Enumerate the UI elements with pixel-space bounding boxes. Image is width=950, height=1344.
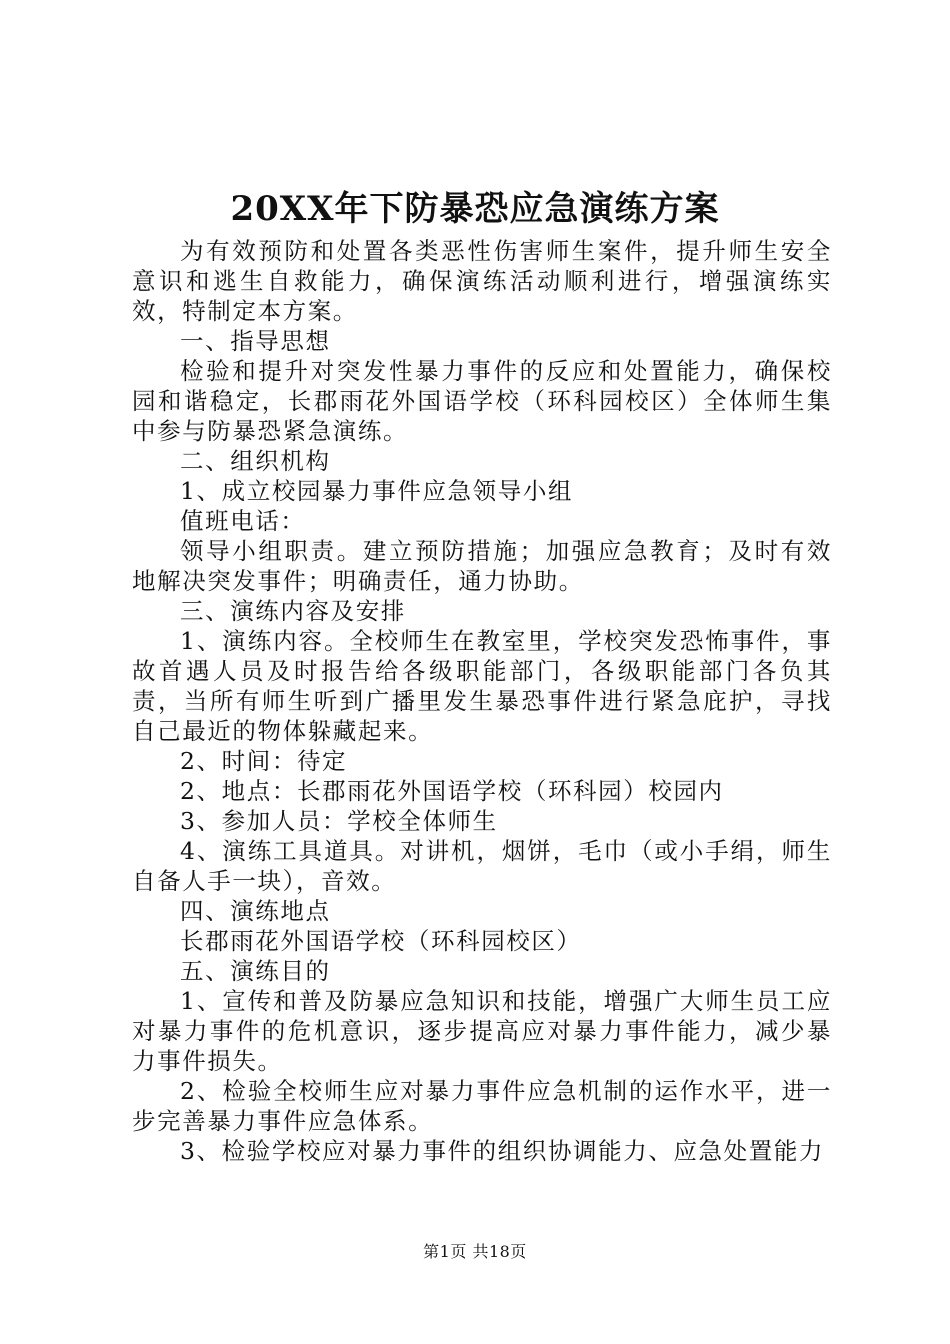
page-footer: 第1页 共18页 [423,1242,527,1261]
section-heading-4: 四、演练地点 [180,897,331,925]
paragraph: 值班电话： [180,507,306,535]
paragraph: 2、时间：待定 [180,747,348,775]
paragraph-intro: 为有效预防和处置各类恶性伤害师生案件，提升师生安全意识和逃生自救能力，确保演练活动顺利进行，增强演练实效，特制定本方案。 [132,237,832,325]
paragraph: 4、演练工具道具。对讲机，烟饼，毛巾（或小手绢，师生自备人手一块），音效。 [132,837,832,895]
paragraph: 3、参加人员：学校全体师生 [180,807,498,835]
document-title: 20XX年下防暴恐应急演练方案 [230,189,720,229]
section-heading-3: 三、演练内容及安排 [180,597,406,625]
paragraph: 检验和提升对突发性暴力事件的反应和处置能力，确保校园和谐稳定，长郡雨花外国语学校（环科园校区）全体师生集中参与防暴恐紧急演练。 [132,357,832,445]
document-body [132,236,832,1166]
paragraph: 1、演练内容。全校师生在教室里，学校突发恐怖事件，事故首遇人员及时报告给各级职能部门，各级职能部门各负其责，当所有师生听到广播里发生暴恐事件进行紧急庇护，寻找自己最近的物体躲藏起来。 [132,627,832,745]
paragraph: 领导小组职责。建立预防措施；加强应急教育；及时有效地解决突发事件；明确责任，通力协助。 [132,537,832,595]
paragraph: 1、宣传和普及防暴应急知识和技能，增强广大师生员工应对暴力事件的危机意识，逐步提高应对暴力事件能力，减少暴力事件损失。 [132,987,832,1075]
paragraph: 1、成立校园暴力事件应急领导小组 [180,477,574,505]
section-heading-1: 一、指导思想 [180,327,331,355]
paragraph: 2、地点：长郡雨花外国语学校（环科园）校园内 [180,777,724,805]
paragraph: 长郡雨花外国语学校（环科园校区） [180,927,582,955]
section-heading-2: 二、组织机构 [180,447,331,475]
section-heading-5: 五、演练目的 [180,957,331,985]
paragraph: 2、检验全校师生应对暴力事件应急机制的运作水平，进一步完善暴力事件应急体系。 [132,1077,832,1135]
paragraph: 3、检验学校应对暴力事件的组织协调能力、应急处置能力 [180,1137,825,1165]
